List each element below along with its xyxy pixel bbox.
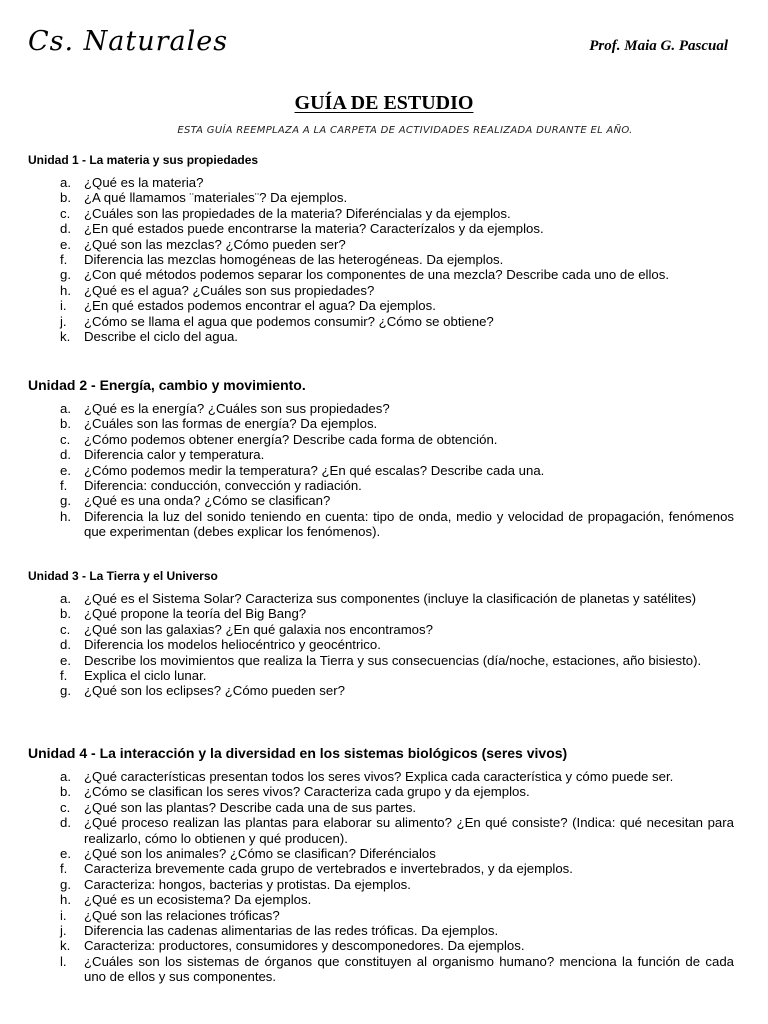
question-letter: k. bbox=[60, 329, 71, 345]
unit-number: Unidad 1 bbox=[28, 153, 79, 167]
question-text: ¿Qué propone la teoría del Big Bang? bbox=[84, 606, 307, 622]
question-item bbox=[28, 653, 734, 668]
question-text: ¿Qué son las mezclas? ¿Cómo pueden ser? bbox=[84, 236, 346, 252]
unit-section bbox=[28, 153, 734, 344]
question-letter: h. bbox=[60, 508, 71, 524]
question-letter: k. bbox=[60, 938, 71, 954]
question-letter: a. bbox=[60, 591, 71, 606]
question-item bbox=[28, 908, 734, 923]
teacher-name: Prof. Maia G. Pascual bbox=[589, 38, 728, 54]
question-text: ¿Qué es la materia? bbox=[84, 175, 204, 190]
question-letter: b. bbox=[60, 784, 71, 800]
question-item bbox=[28, 329, 734, 344]
question-letter: g. bbox=[60, 876, 71, 892]
question-list bbox=[28, 175, 734, 344]
question-letter: f. bbox=[60, 252, 68, 268]
question-item bbox=[28, 478, 734, 493]
question-text: ¿Qué es el agua? ¿Cuáles son sus propiedades? bbox=[84, 282, 375, 298]
question-text: ¿Cómo podemos medir la temperatura? ¿En qué escalas? Describe cada una. bbox=[84, 462, 545, 478]
document-header bbox=[28, 26, 728, 66]
question-item bbox=[28, 314, 734, 329]
question-letter: f. bbox=[60, 478, 68, 494]
unit-heading bbox=[28, 569, 734, 583]
question-item bbox=[28, 877, 734, 892]
question-letter: j. bbox=[60, 923, 67, 939]
question-letter: d. bbox=[60, 221, 71, 237]
question-text: Diferencia los modelos heliocéntrico y geocéntrico. bbox=[84, 637, 381, 653]
question-letter: e. bbox=[60, 846, 71, 862]
unit-section bbox=[28, 569, 734, 699]
question-item bbox=[28, 283, 734, 298]
question-text: Diferencia las cadenas alimentarias de las redes tróficas. Da ejemplos. bbox=[84, 923, 499, 939]
question-item bbox=[28, 237, 734, 252]
question-letter: c. bbox=[60, 799, 71, 815]
unit-number: Unidad 2 bbox=[28, 377, 88, 393]
unit-number: Unidad 4 bbox=[28, 745, 88, 761]
unit-name: - La Tierra y el Universo bbox=[82, 569, 218, 583]
question-item bbox=[28, 432, 734, 447]
question-text: Caracteriza: productores, consumidores y descomponedores. Da ejemplos. bbox=[84, 938, 525, 954]
question-list bbox=[28, 769, 734, 985]
question-letter: g. bbox=[60, 267, 71, 283]
question-item bbox=[28, 606, 734, 621]
question-text: ¿Qué son las plantas? Describe cada una de sus partes. bbox=[84, 799, 417, 815]
question-item bbox=[28, 954, 734, 985]
question-item bbox=[28, 938, 734, 953]
question-text: ¿Qué es el Sistema Solar? Caracteriza sus componentes (incluye la clasificación de planetas y satélites) bbox=[84, 591, 697, 606]
question-list bbox=[28, 401, 734, 540]
question-letter: d. bbox=[60, 447, 71, 463]
question-item bbox=[28, 221, 734, 236]
unit-number: Unidad 3 bbox=[28, 569, 79, 583]
question-text: ¿Qué son las galaxias? ¿En qué galaxia nos encontramos? bbox=[84, 621, 433, 637]
question-letter: i. bbox=[60, 298, 67, 314]
unit-section bbox=[28, 377, 734, 540]
question-letter: h. bbox=[60, 892, 71, 908]
question-list bbox=[28, 591, 734, 699]
question-text: ¿En qué estados puede encontrarse la materia? Caracterízalos y da ejemplos. bbox=[84, 221, 544, 237]
question-letter: a. bbox=[60, 769, 71, 784]
question-text: Diferencia: conducción, convección y radiación. bbox=[84, 478, 362, 494]
unit-heading bbox=[28, 153, 734, 167]
question-item bbox=[28, 175, 734, 190]
question-text: ¿Qué es una onda? ¿Cómo se clasifican? bbox=[84, 493, 331, 509]
unit-heading bbox=[28, 745, 734, 761]
question-item bbox=[28, 252, 734, 267]
question-text: Diferencia las mezclas homogéneas de las heterogéneas. Da ejemplos. bbox=[84, 252, 504, 268]
question-text: ¿Cómo podemos obtener energía? Describe cada forma de obtención. bbox=[84, 431, 498, 447]
question-text: ¿A qué llamamos ¨materiales¨? Da ejemplos. bbox=[84, 190, 348, 206]
question-text: ¿Con qué métodos podemos separar los componentes de una mezcla? Describe cada uno de ellos. bbox=[84, 267, 669, 283]
question-letter: c. bbox=[60, 205, 71, 221]
unit-name: - Energía, cambio y movimiento. bbox=[91, 377, 306, 393]
unit-name: - La interacción y la diversidad en los sistemas biológicos (seres vivos) bbox=[91, 745, 568, 761]
question-item bbox=[28, 206, 734, 221]
question-text: ¿Cuáles son las formas de energía? Da ejemplos. bbox=[84, 416, 378, 432]
question-letter: c. bbox=[60, 431, 71, 447]
question-letter: i. bbox=[60, 907, 67, 923]
question-item bbox=[28, 861, 734, 876]
question-text: ¿Qué son los animales? ¿Cómo se clasifican? Diferéncialos bbox=[84, 846, 436, 862]
question-letter: f. bbox=[60, 861, 68, 877]
question-letter: b. bbox=[60, 190, 71, 206]
unit-name: - La materia y sus propiedades bbox=[82, 153, 259, 167]
question-text: ¿Qué es un ecosistema? Da ejemplos. bbox=[84, 892, 312, 908]
question-item bbox=[28, 637, 734, 652]
question-item bbox=[28, 815, 734, 846]
question-text: ¿Qué es la energía? ¿Cuáles son sus propiedades? bbox=[84, 401, 390, 416]
question-text: ¿Cuáles son las propiedades de la materia? Diferéncialas y da ejemplos. bbox=[84, 205, 511, 221]
question-item bbox=[28, 769, 734, 784]
question-letter: d. bbox=[60, 637, 71, 653]
question-item bbox=[28, 591, 734, 606]
question-text: Diferencia calor y temperatura. bbox=[84, 447, 265, 463]
question-item bbox=[28, 892, 734, 907]
question-text: Caracteriza: hongos, bacterias y protistas. Da ejemplos. bbox=[84, 876, 411, 892]
question-letter: e. bbox=[60, 652, 71, 668]
question-item bbox=[28, 668, 734, 683]
question-letter: a. bbox=[60, 401, 71, 416]
question-text: ¿En qué estados podemos encontrar el agua? Da ejemplos. bbox=[84, 298, 436, 314]
question-letter: b. bbox=[60, 416, 71, 432]
page-subtitle: ESTA GUÍA REEMPLAZA A LA CARPETA DE ACTIVIDADES REALIZADA DURANTE EL AÑO. bbox=[177, 125, 633, 136]
question-text: Describe el ciclo del agua. bbox=[84, 329, 238, 345]
question-item bbox=[28, 298, 734, 313]
question-letter: e. bbox=[60, 236, 71, 252]
question-letter: j. bbox=[60, 313, 67, 329]
subject-title: Cs. Naturales bbox=[28, 26, 229, 57]
question-letter: d. bbox=[60, 815, 71, 831]
question-letter: g. bbox=[60, 493, 71, 509]
question-item bbox=[28, 622, 734, 637]
question-letter: e. bbox=[60, 462, 71, 478]
question-letter: b. bbox=[60, 606, 71, 622]
question-text: Explica el ciclo lunar. bbox=[84, 668, 207, 684]
question-text: ¿Cuáles son los sistemas de órganos que constituyen al organismo humano? menciona la función de cada uno de ellos y sus componentes. bbox=[84, 953, 734, 985]
question-letter: c. bbox=[60, 621, 71, 637]
question-text: Caracteriza brevemente cada grupo de vertebrados e invertebrados, y da ejemplos. bbox=[84, 861, 573, 877]
question-item bbox=[28, 447, 734, 462]
question-item bbox=[28, 190, 734, 205]
question-letter: a. bbox=[60, 175, 71, 190]
question-letter: h. bbox=[60, 282, 71, 298]
question-text: ¿Qué proceso realizan las plantas para elaborar su alimento? ¿En qué consiste? (Indica: qué necesitan para realizarlo, cómo lo obtienen y qué producen). bbox=[84, 815, 734, 846]
question-text: Describe los movimientos que realiza la Tierra y sus consecuencias (día/noche, estaciones, año bisiesto). bbox=[84, 652, 702, 668]
question-item bbox=[28, 784, 734, 799]
unit-section bbox=[28, 745, 734, 985]
question-item bbox=[28, 800, 734, 815]
question-letter: l. bbox=[60, 953, 67, 969]
question-text: Diferencia la luz del sonido teniendo en cuenta: tipo de onda, medio y velocidad de propagación, fenómenos que experimentan (debes explicar los fenómenos). bbox=[84, 508, 734, 540]
question-text: ¿Cómo se llama el agua que podemos consumir? ¿Cómo se obtiene? bbox=[84, 313, 494, 329]
question-item bbox=[28, 416, 734, 431]
question-item bbox=[28, 509, 734, 540]
question-item bbox=[28, 401, 734, 416]
page-title: GUÍA DE ESTUDIO bbox=[294, 92, 474, 114]
question-letter: g. bbox=[60, 683, 71, 699]
question-item bbox=[28, 846, 734, 861]
question-text: ¿Qué son las relaciones tróficas? bbox=[84, 907, 280, 923]
question-text: ¿Qué son los eclipses? ¿Cómo pueden ser? bbox=[84, 683, 345, 699]
question-text: ¿Qué características presentan todos los seres vivos? Explica cada característica y cómo puede ser. bbox=[84, 769, 674, 784]
question-item bbox=[28, 683, 734, 698]
question-text: ¿Cómo se clasifican los seres vivos? Caracteriza cada grupo y da ejemplos. bbox=[84, 784, 530, 800]
unit-heading bbox=[28, 377, 734, 393]
question-item bbox=[28, 267, 734, 282]
question-item bbox=[28, 463, 734, 478]
question-item bbox=[28, 923, 734, 938]
question-item bbox=[28, 493, 734, 508]
question-letter: f. bbox=[60, 668, 68, 684]
